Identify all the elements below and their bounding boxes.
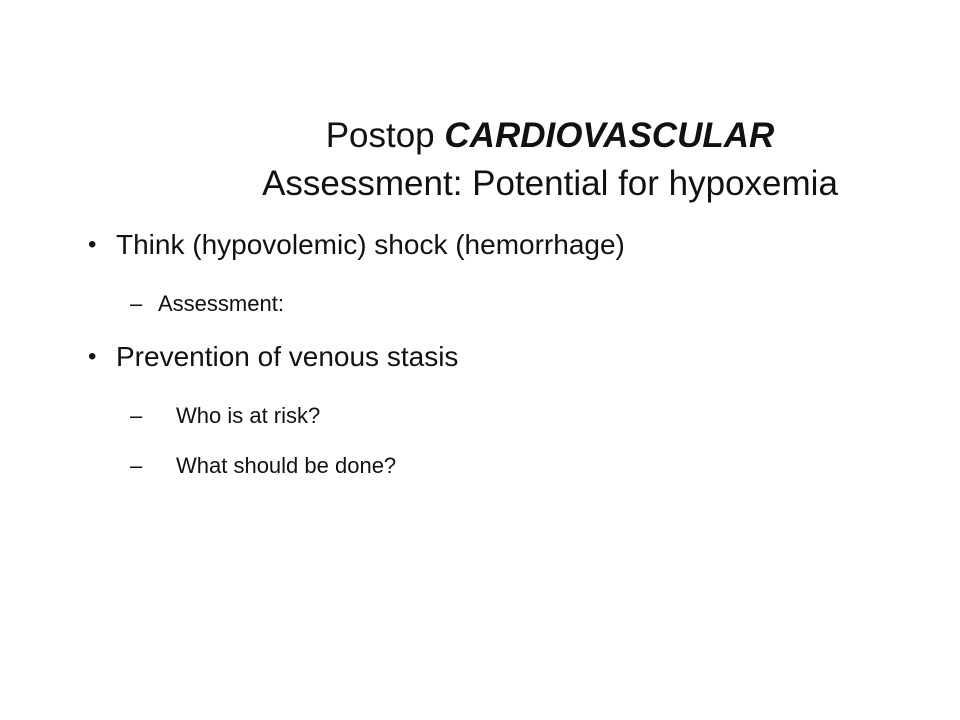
- dash-glyph: –: [130, 291, 143, 316]
- bullet-item: [88, 228, 625, 262]
- sub-bullet-text: Assessment:: [158, 291, 284, 316]
- bullet-glyph: •: [88, 343, 97, 370]
- title-line-2: Assessment: Potential for hypoxemia: [262, 164, 838, 203]
- sub-bullet-item: [130, 402, 321, 430]
- title-prefix: Postop: [325, 116, 445, 155]
- bullet-item: [88, 340, 459, 374]
- title-emphasis: CARDIOVASCULAR: [444, 116, 775, 155]
- bullet-text: Think (hypovolemic) shock (hemorrhage): [116, 229, 625, 260]
- sub-bullet-text: Who is at risk?: [176, 403, 321, 428]
- sub-bullet-item: [130, 452, 397, 480]
- bullet-text: Prevention of venous stasis: [116, 341, 459, 372]
- sub-bullet-text: What should be done?: [176, 453, 397, 478]
- dash-glyph: –: [130, 453, 143, 478]
- sub-bullet-item: [130, 290, 284, 318]
- bullet-glyph: •: [88, 231, 97, 258]
- dash-glyph: –: [130, 403, 143, 428]
